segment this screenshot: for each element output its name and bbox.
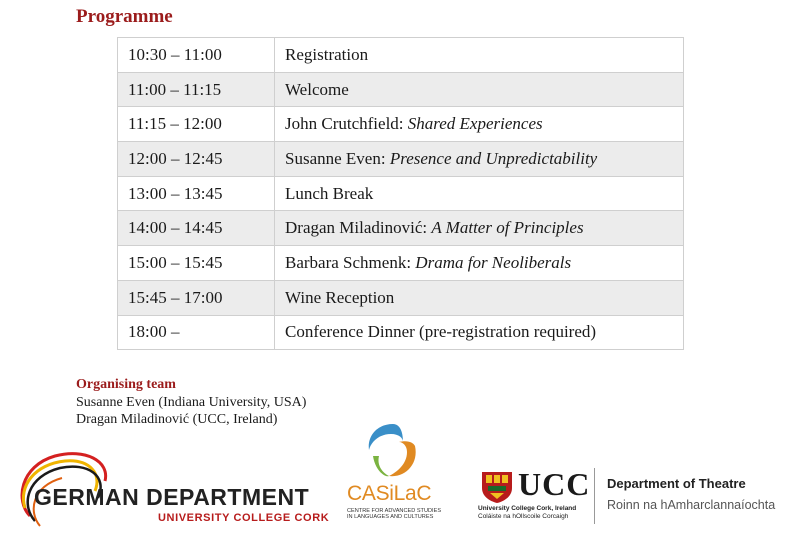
event-label: Welcome <box>285 79 349 99</box>
speaker-name: John Crutchfield: <box>285 114 408 134</box>
programme-event <box>275 38 684 73</box>
event-label: Lunch Break <box>285 183 374 203</box>
programme-event <box>275 176 684 211</box>
programme-time: 14:00 – 14:45 <box>118 211 275 246</box>
programme-row <box>118 142 684 177</box>
programme-row <box>118 176 684 211</box>
casilac-name: CASiLaC <box>347 482 432 505</box>
programme-event <box>275 280 684 315</box>
programme-time: 15:45 – 17:00 <box>118 280 275 315</box>
german-department-name: GERMAN DEPARTMENT <box>34 484 310 510</box>
programme-time: 12:00 – 12:45 <box>118 142 275 177</box>
programme-event <box>275 107 684 142</box>
ucc-subtitle-en: University College Cork, Ireland <box>478 505 577 512</box>
programme-time: 13:00 – 13:45 <box>118 176 275 211</box>
programme-row <box>118 280 684 315</box>
event-label: Wine Reception <box>285 287 395 307</box>
casilac-subtitle: CENTRE FOR ADVANCED STUDIES IN LANGUAGES AND CULTURES <box>347 508 442 521</box>
organising-team <box>76 376 306 429</box>
talk-title: Shared Experiences <box>407 114 543 134</box>
speaker-name: Susanne Even: <box>285 148 390 168</box>
ucc-subtitle-ga: Coláiste na hOllscoile Corcaigh <box>478 513 569 520</box>
team-member: Dragan Miladinović (UCC, Ireland) <box>76 412 278 427</box>
programme-row <box>118 315 684 350</box>
ucc-crest-icon <box>480 470 514 504</box>
talk-title: Drama for Neoliberals <box>415 252 572 272</box>
organising-team-title: Organising team <box>76 377 176 392</box>
casilac-emblem-icon <box>363 420 423 482</box>
casilac-logo <box>345 420 470 530</box>
ucc-logo <box>476 466 776 531</box>
programme-row <box>118 38 684 73</box>
programme-row <box>118 107 684 142</box>
programme-time: 10:30 – 11:00 <box>118 38 275 73</box>
team-member: Susanne Even (Indiana University, USA) <box>76 394 307 410</box>
programme-time: 11:15 – 12:00 <box>118 107 275 142</box>
programme-event <box>275 246 684 281</box>
programme-event <box>275 72 684 107</box>
talk-title: A Matter of Principles <box>431 218 584 238</box>
speaker-name: Barbara Schmenk: <box>285 252 416 272</box>
speaker-name: Dragan Miladinović: <box>285 218 432 238</box>
programme-row <box>118 246 684 281</box>
programme-row <box>118 211 684 246</box>
programme-time: 15:00 – 15:45 <box>118 246 275 281</box>
ucc-name: UCC <box>518 466 591 502</box>
programme-heading: Programme <box>76 6 173 27</box>
logo-divider <box>594 468 595 524</box>
programme-time: 11:00 – 11:15 <box>118 72 275 107</box>
german-department-subtitle: UNIVERSITY COLLEGE CORK <box>158 512 330 524</box>
programme-event <box>275 142 684 177</box>
programme-event <box>275 315 684 350</box>
programme-event <box>275 211 684 246</box>
programme-time: 18:00 – <box>118 315 275 350</box>
event-label: Registration <box>285 44 369 64</box>
event-label: Conference Dinner (pre-registration required) <box>285 322 597 342</box>
german-department-logo <box>10 446 330 531</box>
programme-table <box>117 37 684 350</box>
programme-row <box>118 72 684 107</box>
theatre-department-title: Department of Theatre <box>607 476 746 491</box>
theatre-department-subtitle: Roinn na hAmharclannaíochta <box>607 498 776 512</box>
talk-title: Presence and Unpredictability <box>389 148 598 168</box>
